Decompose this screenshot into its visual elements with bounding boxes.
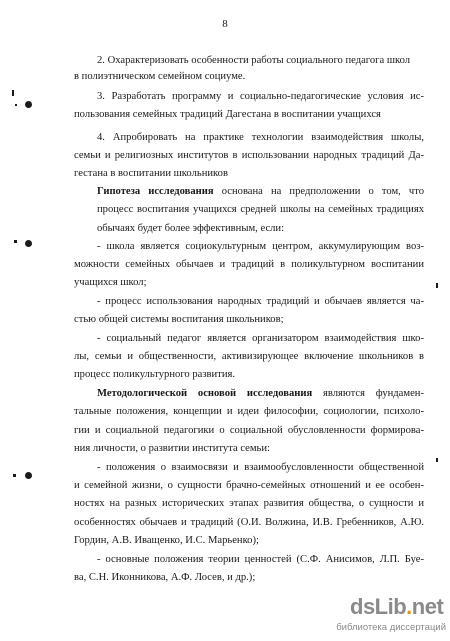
text-line: тальные положения, концепции и идеи философии, социологии, психоло-	[74, 406, 424, 417]
methodology-heading: Методологической основой исследования	[97, 388, 313, 399]
text-line: - процесс использования народных традиций и обычаев является ча-	[97, 296, 424, 307]
text-line: являются фундамен-	[322, 388, 424, 399]
text-line: - социальный педагог является организатором взаимодействия шко-	[97, 333, 424, 344]
text-line: учащихся школ;	[74, 277, 147, 288]
scan-mark-dot	[25, 101, 32, 108]
text-line: ния личности, о развитии института семьи:	[74, 443, 271, 454]
text-line: в полиэтническом семейном социуме.	[74, 71, 246, 82]
text-line: процесс воспитания учащихся средней школы на семейных традициях	[97, 204, 424, 215]
scan-mark-tick	[15, 104, 17, 106]
text-line: ва, С.Н. Иконникова, А.Ф. Лосев, и др.);	[74, 572, 256, 583]
hypothesis-heading: Гипотеза исследования	[97, 186, 214, 197]
scan-mark-dot	[25, 472, 32, 479]
text-line: семьи и религиозных институтов в использовании народных традиций Да-	[74, 150, 424, 161]
text-line: Гордин, А.В. Иващенко, И.С. Марьенко);	[74, 535, 259, 546]
text-line: лы, семьи и общественности, активизирующее включение школьников в	[74, 351, 424, 362]
text-line: процесс поликультурного развития.	[74, 369, 236, 380]
scan-mark-tick	[436, 283, 438, 288]
hypothesis-line	[97, 185, 424, 198]
text-line: ностях на разных исторических этапах развития общества, о сущности и	[74, 498, 424, 509]
footer-tagline: библиотека диссертаций	[336, 622, 446, 633]
scan-mark-tick	[13, 474, 16, 477]
text-line: основана на предположении о том, что	[221, 186, 424, 197]
scan-mark-dot	[25, 240, 32, 247]
text-line: гии и социальной педагогики о социальной обусловленности формирова-	[74, 425, 424, 436]
text-line: стью общей системы воспитания школьников;	[74, 314, 284, 325]
text-line: 4. Апробировать на практике технологии взаимодействия школы,	[97, 132, 424, 143]
text-line: гестана в воспитании школьников	[74, 168, 228, 179]
methodology-line	[97, 387, 424, 400]
text-line: - положения о взаимосвязи и взаимообусловленности общественной	[97, 462, 424, 473]
text-line: - школа является социокультурным центром, аккумулирующим воз-	[97, 241, 424, 252]
text-line: 3. Разработать программу и социально-педагогические условия ис-	[97, 91, 424, 102]
footer-watermark[interactable]	[328, 594, 446, 636]
text-line: - основные положения теории ценностей (С.Ф. Анисимов, Л.П. Буе-	[97, 554, 424, 565]
page-number: 8	[222, 18, 228, 30]
dslib-logo[interactable]: dsLib.net	[350, 594, 444, 619]
text-line: 2. Охарактеризовать особенности работы социального педагога школ	[97, 55, 411, 66]
text-line: и семейной жизни, о сущности брачно-семейных отношений и ее особен-	[74, 480, 424, 491]
text-line: обычаях будет более эффективным, если:	[97, 223, 285, 234]
scan-mark-tick	[12, 90, 14, 96]
scan-mark-tick	[436, 458, 438, 462]
scan-mark-tick	[14, 240, 17, 243]
text-line: пользования семейных традиций Дагестана в воспитании учащихся	[74, 109, 381, 120]
text-line: особенностях обычаев и традиций (О.И. Волжина, И.В. Гребенников, А.Ю.	[74, 517, 424, 528]
text-line: можности семейных обычаев и традиций в поликультурном воспитании	[74, 259, 424, 270]
